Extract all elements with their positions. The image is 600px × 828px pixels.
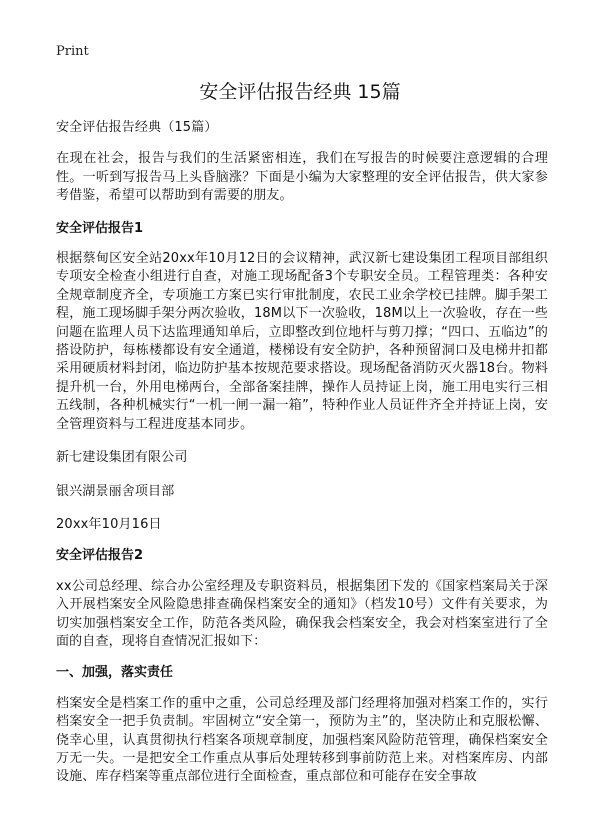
document-content [56, 119, 548, 787]
intro-paragraph: 在现在社会，报告与我们的生活紧密相连，我们在写报告的时候要注意逻辑的合理性。一听到写报告马上头昏脑涨？下面是小编为大家整理的安全评估报告，供大家参考借鉴，希望可以帮助到有需要的朋友。 [56, 151, 548, 204]
section1-date: 20xx年10月16日 [56, 516, 162, 532]
section2-body: xx公司总经理、综合办公室经理及专职资料员，根据集团下发的《国家档案局关于深入开展档案安全风险隐患排查确保档案安全的通知》（档发10号）文件有关要求，为切实加强档案安全工作，防范各类风险，确保我会档案安全，我会对档案室进行了全面的自查，现将自查情况汇报如下： [56, 578, 548, 649]
page-title: 安全评估报告经典 15篇 [199, 81, 401, 103]
document-subtitle: 安全评估报告经典（15篇） [56, 120, 218, 135]
section2-subheading: 一、加强，落实责任 [56, 665, 174, 681]
section1-body: 根据蔡甸区安全站20xx年10月12日的会议精神，武汉新七建设集团工程项目部组织专项安全检查小组进行自查，对施工现场配备3个专职安全员。工程管理类：各种安全规章制度齐全，专项施工方案已实行审批制度，农民工业余学校已挂牌。脚手架工程，施工现场脚手架分两次验收，18M以下一次验收，18M以上一次验收，存在一些问题在监理人员下达监理通知单后，立即整改到位地杆与剪刀撑；“四口、五临边”的搭设防护，每栋楼都设有安全通道，楼梯设有安全防护，各种预留洞口及电梯井扣都采用硬质材料封闭，临边防护基本按规范要求搭设。现场配备消防灭火器18台。物料提升机一台，外用电梯两台，全部备案挂牌，操作人员持证上岗，施工用电实行三相五线制，各种机械实行“一机一闸一漏一箱”，特种作业人员证件齐全并持证上岗，安全管理资料与工程进度基本同步。 [56, 251, 548, 432]
section1-heading: 安全评估报告1 [56, 220, 144, 236]
section1-department: 银兴湖景丽舍项目部 [56, 483, 175, 499]
section2-heading: 安全评估报告2 [56, 548, 144, 564]
section1-company: 新七建设集团有限公司 [56, 450, 188, 466]
print-link[interactable]: Print [56, 44, 89, 59]
section2-sub-body: 档案安全是档案工作的重中之重，公司总经理及部门经理将加强对档案工作的，实行档案安全一把手负责制。牢固树立“安全第一，预防为主”的，坚决防止和克服松懈、侥幸心里，认真贯彻执行档案各项规章制度，加强档案风险防范管理，确保档案安全万无一失。一是把安全工作重点从事后处理转移到事前防范上来。对档案库房、内部设施、库存档案等重点部位进行全面检查，重点部位和可能存在安全事故 [56, 695, 548, 785]
